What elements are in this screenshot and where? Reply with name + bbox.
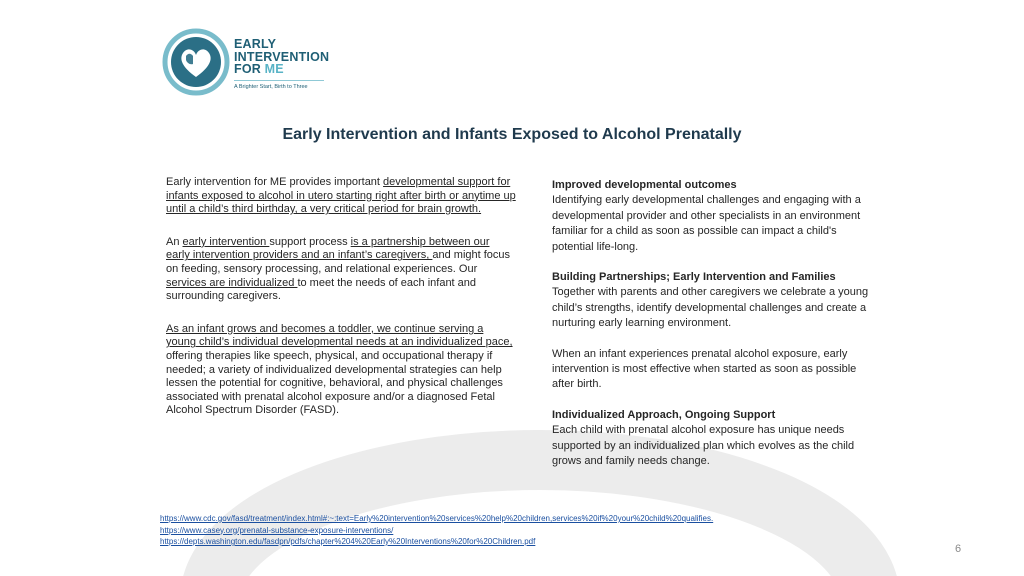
logo-line-early: EARLY (234, 37, 277, 51)
section-heading: Individualized Approach, Ongoing Support (552, 408, 776, 421)
left-paragraph-1: Early intervention for ME provides important developmental support for infants exposed to alcohol in utero starting right after birth or anytime up until a child’s third birthday, a very critical period for brain growth. (166, 176, 516, 216)
source-link-casey[interactable]: https://www.casey.org/prenatal-substance-exposure-interventions/ (160, 525, 394, 535)
left-paragraph-2: An early intervention support process is a partnership between our early intervention providers and an infant’s caregivers, and might focus on feeding, sensory processing, and relational experiences. Our services are individualized to meet the needs of each infant and surrounding caregivers. (166, 235, 511, 303)
section-heading: Improved developmental outcomes (552, 179, 737, 191)
source-links (160, 513, 810, 548)
source-link-washington[interactable]: https://depts.washington.edu/fasdpn/pdfs/chapter%204%20Early%20Interventions%20for%20Children.pdf (160, 537, 536, 546)
left-paragraph-3: As an infant grows and becomes a toddler, we continue serving a young child’s individual developmental needs at an individualized pace, offering therapies like speech, physical, and occupational therapy if needed; a variety of individualized developmental strategies can help lessen the potential for cognitive, behavioral, and physical challenges associated with prenatal alcohol exposure and/or a diagnosed Fetal Alcohol Spectrum Disorder (FASD). (166, 322, 513, 417)
page-title: Early Intervention and Infants Exposed to Alcohol Prenatally (282, 126, 742, 143)
right-section-prenatal-exposure: When an infant experiences prenatal alcohol exposure, early intervention is most effective when started as soon as possible after birth. (552, 347, 857, 391)
source-link-cdc[interactable]: https://www.cdc.gov/fasd/treatment/index.html#:~:text=Early%20intervention%20services%20help%20children,services%20if%20your%20child%20qualifies. (160, 514, 714, 523)
logo-line-for-me: FOR ME (234, 62, 284, 76)
right-section-outcomes: Improved developmental outcomes Identifying early developmental challenges and engaging with a developmental provider and other specialists in an environment familiar for a child as soon as possible can impact a child's potential life-long. (552, 179, 861, 253)
logo-line-intervention: INTERVENTION (234, 49, 330, 64)
heart-logo-icon (162, 28, 230, 96)
logo-tagline: A Brighter Start, Birth to Three (234, 84, 308, 90)
right-section-partnerships: Building Partnerships; Early Intervention and Families Together with parents and other caregivers we celebrate a young child’s strengths, identify developmental challenges and create a nurturing early learning environment. (552, 271, 869, 330)
right-section-individualized: Individualized Approach, Ongoing Support Each child with prenatal alcohol exposure has unique needs supported by an individualized plan which evolves as the child grows and family needs change. (552, 408, 855, 468)
page-number: 6 (955, 543, 962, 555)
section-heading: Building Partnerships; Early Intervention and Families (552, 271, 836, 284)
right-column (552, 178, 872, 485)
logo-divider (234, 80, 324, 81)
left-column (166, 176, 516, 437)
brand-logo (162, 26, 332, 98)
logo-wordmark (234, 38, 329, 76)
